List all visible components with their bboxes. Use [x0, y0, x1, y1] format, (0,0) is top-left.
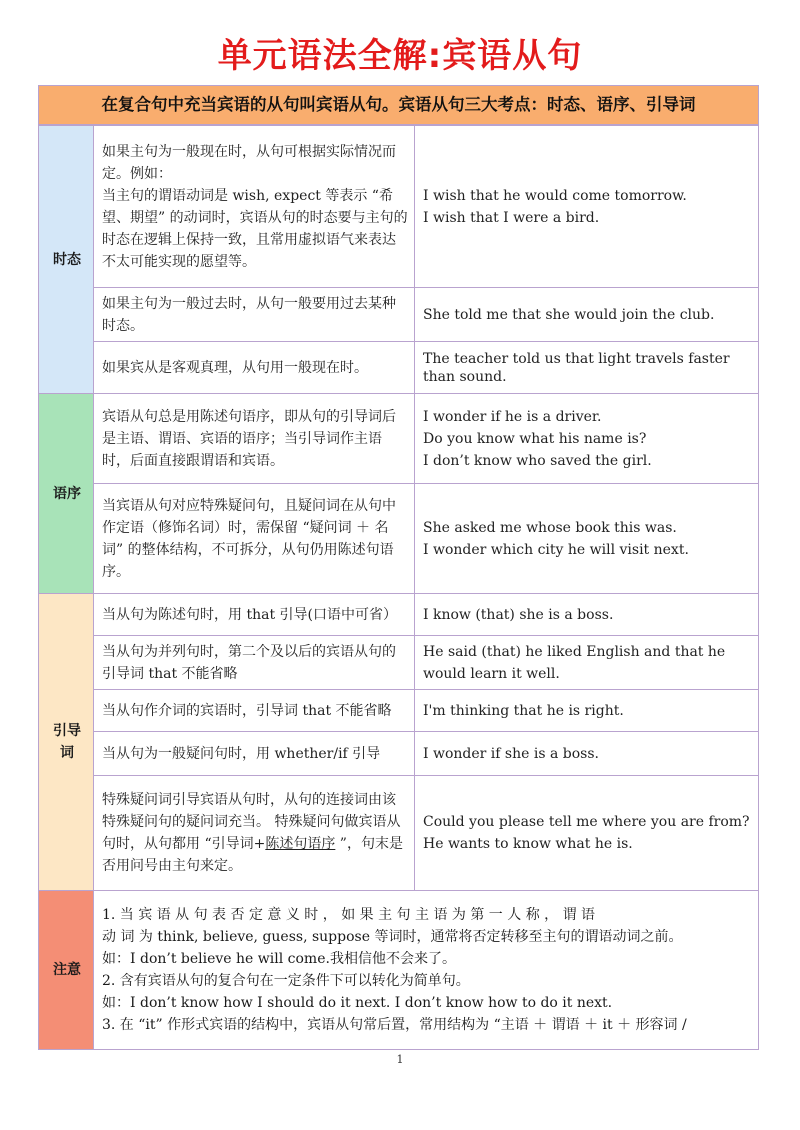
example-cell [415, 732, 759, 776]
example-sentence: I'm thinking that he is right. [423, 702, 624, 719]
rule-text: 当主句的谓语动词是 wish, expect 等表示 “希望、期望” 的动词时，宾语从句的时态要与主句的时态在逻辑上保持一致，且常用虚拟语气来表达不太可能实现的愿望等。 [102, 187, 408, 270]
rule-text: 如果宾从是客观真理，从句用一般现在时。 [102, 359, 368, 376]
rule-text [102, 789, 408, 877]
summary-banner: 在复合句中充当宾语的从句叫宾语从句。宾语从句三大考点：时态、语序、引导词 [38, 85, 759, 125]
note-cell [94, 891, 759, 1050]
rule-text-part: 特殊疑问词引导宾语从句时，从句的连接词由该特殊疑问句的疑问词充当。 特殊疑问句做宾语从句时，从句都用 “引导词+ [102, 792, 401, 852]
category-label-note: 注意 [39, 891, 94, 1050]
table-row [39, 776, 759, 891]
note-line: 1. 当 宾 语 从 句 表 否 定 意 义 时 ， 如 果 主 句 主 语 为 第 一 人 称 ， 谓 语 [102, 907, 596, 923]
example-sentence: I wonder if she is a boss. [423, 745, 599, 762]
rule-cell [94, 732, 415, 776]
rule-cell [94, 342, 415, 394]
category-label-tense: 时态 [39, 126, 94, 394]
example-cell [415, 636, 759, 690]
example-cell [415, 126, 759, 288]
rule-text: 当从句作介词的宾语时，引导词 that 不能省略 [102, 702, 392, 719]
example-sentence: He wants to know what he is. [423, 836, 633, 852]
rule-cell [94, 288, 415, 342]
rule-cell [94, 636, 415, 690]
note-line: 3. 在 “it” 作形式宾语的结构中，宾语从句常后置，常用结构为 “主语 ＋ 谓语 ＋ it ＋ 形容词 / [102, 1017, 687, 1033]
table-row [39, 342, 759, 394]
table-row [39, 288, 759, 342]
table-row [39, 690, 759, 732]
rule-cell [94, 484, 415, 594]
example-sentence: I wish that I were a bird. [423, 209, 600, 226]
example-sentence: I don’t know who saved the girl. [423, 452, 652, 469]
example-sentence: I wish that he would come tomorrow. [423, 187, 687, 204]
example-cell [415, 776, 759, 891]
category-label-order: 语序 [39, 394, 94, 594]
grammar-table [38, 125, 759, 1050]
table-row [39, 732, 759, 776]
rule-text: 当宾语从句对应特殊疑问句，且疑问词在从句中作定语（修饰名词）时，需保留 “疑问词 ＋ 名词” 的整体结构，不可拆分，从句仍用陈述句语序。 [102, 497, 396, 580]
page-title: 单元语法全解:宾语从句 [217, 36, 583, 76]
example-cell [415, 484, 759, 594]
rule-cell [94, 776, 415, 891]
rule-text-underlined: 陈述句语序 [265, 836, 336, 852]
rule-cell [94, 126, 415, 288]
note-line: 动 词 为 think, believe, guess, suppose 等词时，通常将否定转移至主句的谓语动词之前。 [102, 929, 683, 945]
rule-text: 如果主句为一般现在时，从句可根据实际情况而定。例如： [102, 143, 396, 182]
page-number: 1 [396, 1053, 404, 1066]
example-sentence: She told me that she would join the club. [423, 306, 715, 323]
table-row [39, 636, 759, 690]
example-cell [415, 342, 759, 394]
note-line: 2. 含有宾语从句的复合句在一定条件下可以转化为简单句。 [102, 973, 470, 989]
rule-text: 当从句为并列句时，第二个及以后的宾语从句的引导词 that 不能省略 [102, 643, 396, 682]
rule-text: 当从句为陈述句时，用 that 引导(口语中可省） [102, 606, 397, 623]
note-line: 如：I don’t know how I should do it next. I don’t know how to do it next. [102, 995, 613, 1011]
example-sentence: Could you please tell me where you are from? [423, 814, 750, 830]
example-sentence: He said (that) he liked English and that he would learn it well. [423, 643, 726, 682]
example-sentence: I know (that) she is a boss. [423, 606, 614, 623]
example-cell [415, 288, 759, 342]
rule-text-part: ”，句末是否用问号由主句来定。 [102, 836, 403, 874]
table-row [39, 394, 759, 484]
example-sentence: The teacher told us that light travels faster than sound. [423, 350, 730, 385]
example-sentence: Do you know what his name is? [423, 430, 647, 447]
rule-text: 当从句为一般疑问句时，用 whether/if 引导 [102, 745, 381, 762]
category-label-intro: 引导词 [39, 594, 94, 891]
rule-cell [94, 690, 415, 732]
note-line: 如：I don’t believe he will come.我相信他不会来了。 [102, 951, 456, 967]
rule-text: 宾语从句总是用陈述句语序，即从句的引导词后是主语、谓语、宾语的语序；当引导词作主语时，后面直接跟谓语和宾语。 [102, 408, 396, 469]
example-cell [415, 394, 759, 484]
rule-text: 如果主句为一般过去时，从句一般要用过去某种时态。 [102, 295, 396, 334]
rule-cell [94, 594, 415, 636]
table-row [39, 126, 759, 288]
example-cell [415, 690, 759, 732]
table-row [39, 594, 759, 636]
table-row [39, 484, 759, 594]
example-sentence: She asked me whose book this was. [423, 519, 677, 536]
example-cell [415, 594, 759, 636]
rule-cell [94, 394, 415, 484]
example-sentence: I wonder which city he will visit next. [423, 541, 689, 558]
table-row [39, 891, 759, 1050]
example-sentence: I wonder if he is a driver. [423, 408, 602, 425]
